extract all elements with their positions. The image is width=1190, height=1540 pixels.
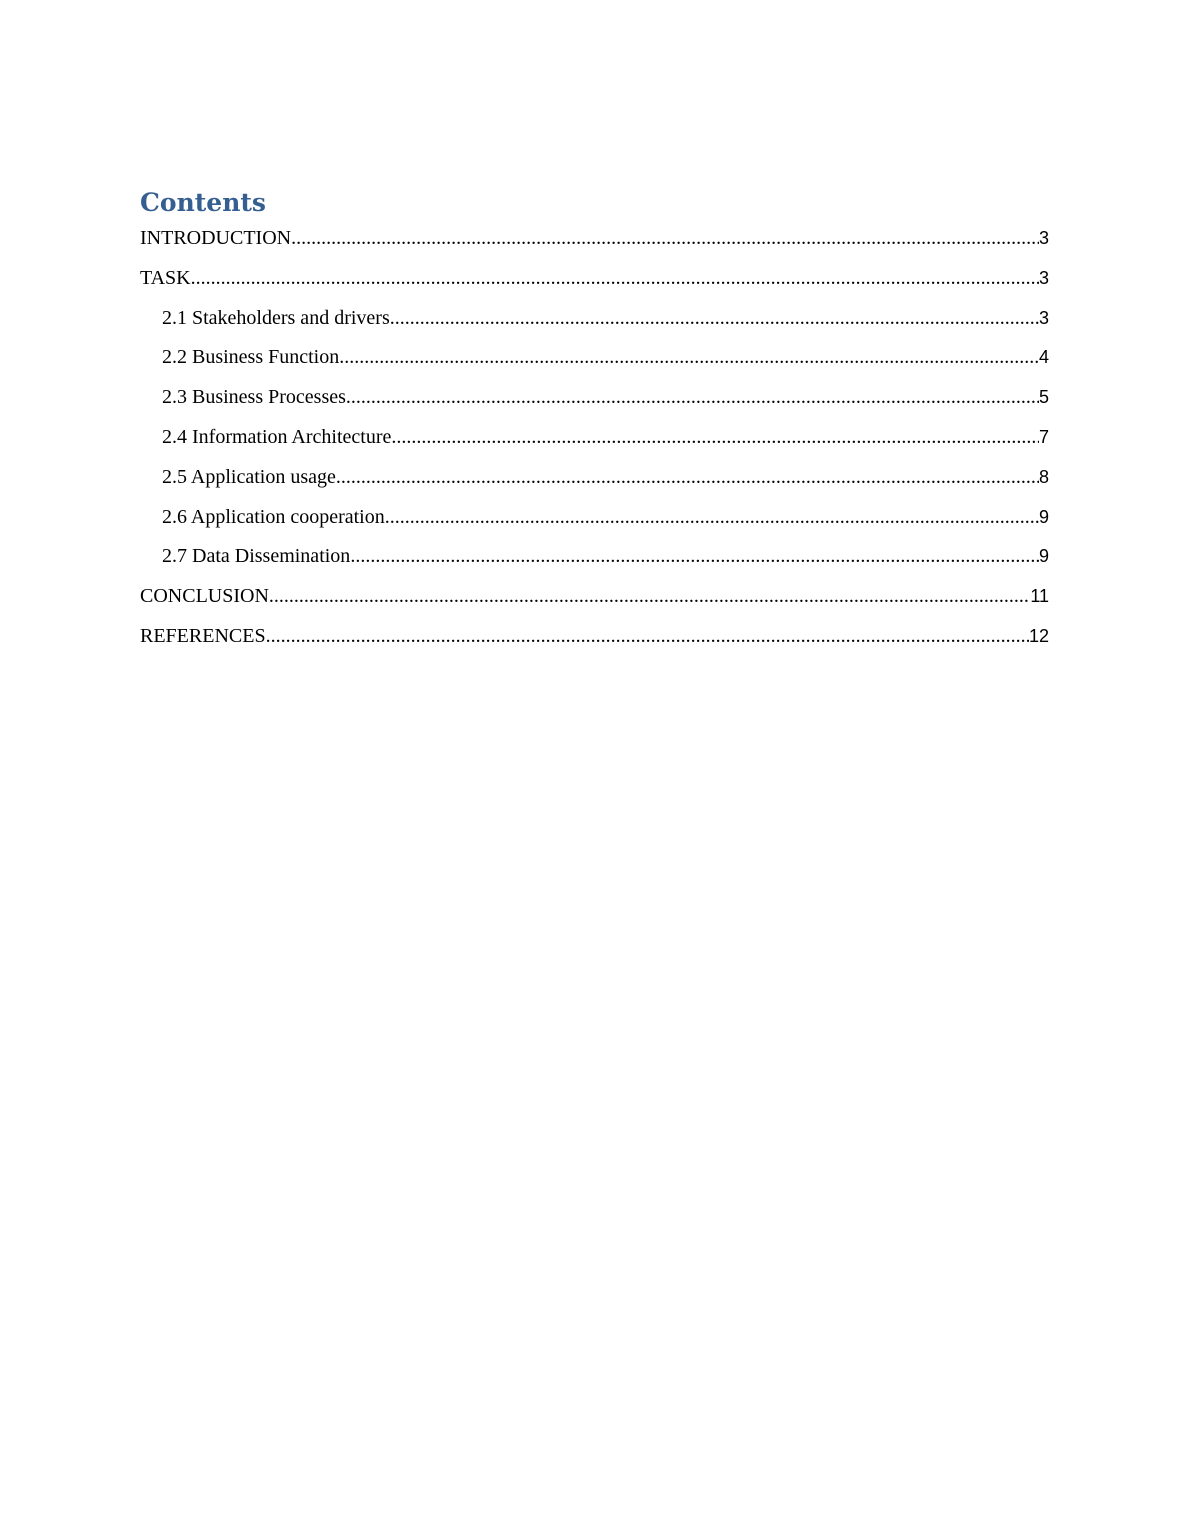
toc-entry-business-function[interactable] [140,339,1049,379]
toc-entry-application-cooperation[interactable] [140,499,1049,539]
toc-dot-leader [336,459,1039,495]
toc-page-number: 4 [1038,347,1049,368]
toc-page-number: 8 [1038,466,1049,487]
toc-entry-title: 2.7 Data Dissemination [162,545,351,568]
toc-page-number: 9 [1038,546,1049,567]
toc-entry-title: REFERENCES [140,624,266,647]
toc-entry-title: 2.6 Application cooperation [162,505,385,528]
toc-entry-title: 2.3 Business Processes [162,386,346,409]
toc-entry-business-processes[interactable] [140,379,1049,419]
toc-dot-leader [390,300,1039,336]
toc-entry-title: TASK [140,266,191,289]
toc-list [140,220,1049,658]
toc-page-number: 3 [1038,267,1049,288]
toc-dot-leader [350,538,1039,574]
toc-entry-data-dissemination[interactable] [140,538,1049,578]
toc-dot-leader [291,220,1039,256]
toc-entry-title: 2.5 Application usage [162,465,336,488]
toc-page-number: 9 [1038,506,1049,527]
toc-entry-introduction[interactable] [140,220,1049,260]
toc-dot-leader [346,379,1039,415]
toc-entry-task[interactable] [140,260,1049,300]
toc-entry-title: CONCLUSION [140,585,269,608]
toc-page-number: 5 [1038,387,1049,408]
toc-page-number: 7 [1038,426,1049,447]
toc-entry-stakeholders-and-drivers[interactable] [140,300,1049,340]
toc-dot-leader [269,578,1030,614]
toc-dot-leader [391,419,1039,455]
toc-dot-leader [191,260,1039,296]
toc-entry-references[interactable] [140,618,1049,658]
toc-page-number: 12 [1028,625,1049,646]
toc-dot-leader [339,339,1039,375]
table-of-contents [140,186,1049,658]
toc-entry-information-architecture[interactable] [140,419,1049,459]
toc-dot-leader [266,618,1029,654]
toc-entry-title: 2.2 Business Function [162,346,340,369]
toc-entry-title: 2.4 Information Architecture [162,425,392,448]
toc-entry-title: 2.1 Stakeholders and drivers [162,306,390,329]
toc-entry-title: INTRODUCTION [140,227,292,249]
toc-page-number: 3 [1038,307,1049,328]
toc-heading: Contents [140,188,267,217]
toc-entry-conclusion[interactable] [140,578,1049,618]
toc-page-number: 3 [1038,228,1049,248]
toc-page-number: 11 [1030,586,1049,607]
toc-entry-application-usage[interactable] [140,459,1049,499]
toc-dot-leader [385,499,1039,535]
